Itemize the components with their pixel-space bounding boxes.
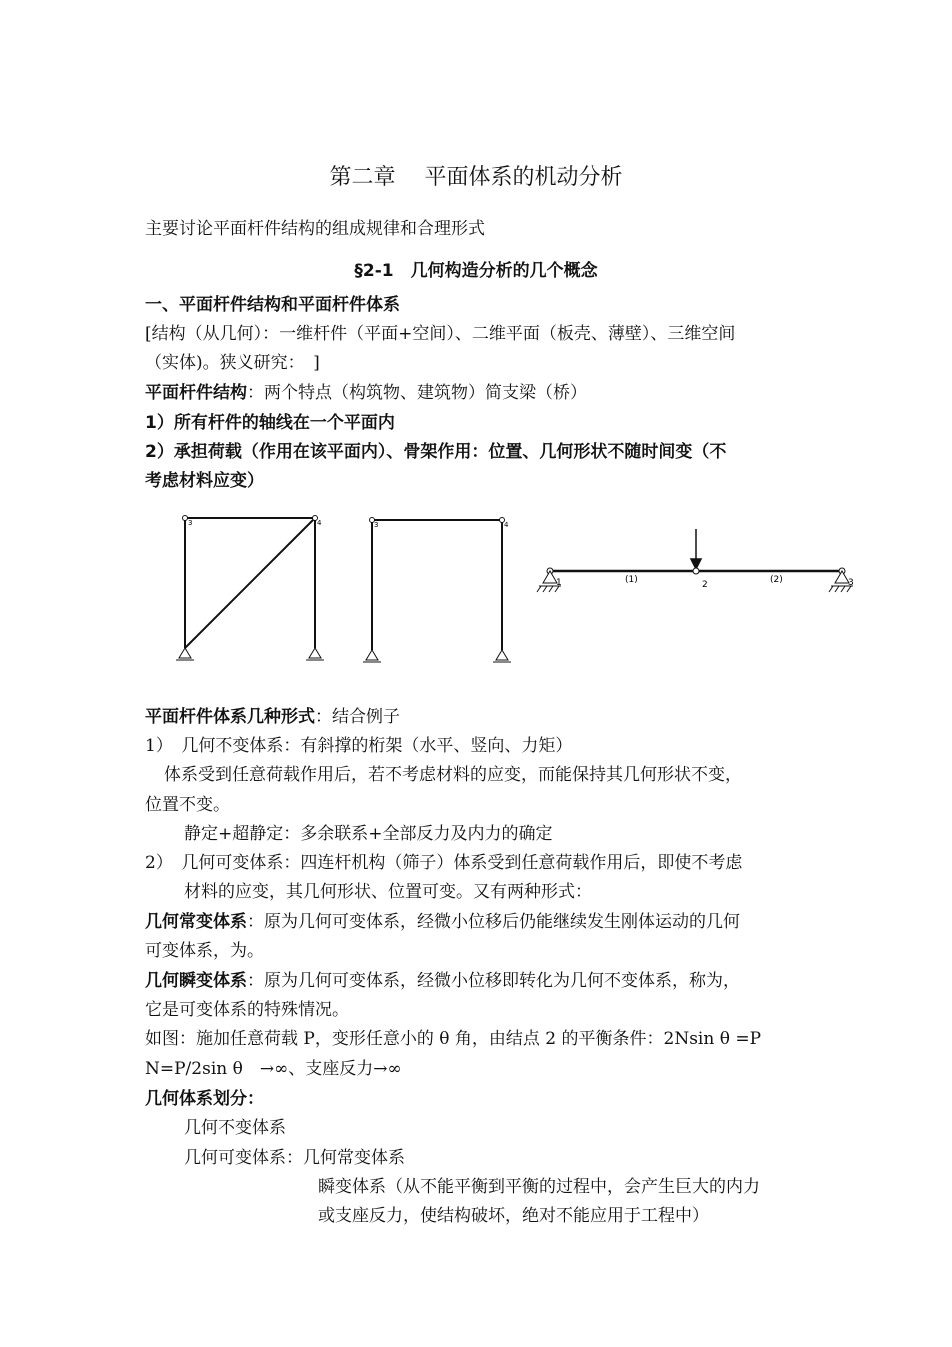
item-1-desc-2: 位置不变。 xyxy=(145,795,230,815)
instant-text: ：原为几何可变体系，经微小位移即转化为几何不变体系，称为， xyxy=(247,971,740,991)
constant-system-line-2: 可变体系，为。 xyxy=(145,941,264,961)
instant-label: 几何瞬变体系 xyxy=(145,971,247,991)
instant-system-line-1 xyxy=(145,970,740,992)
section-heading: §2-1 几何构造分析的几个概念 xyxy=(354,261,598,281)
constant-label: 几何常变体系 xyxy=(145,912,247,932)
unbraced-frame-figure xyxy=(360,508,520,668)
frame2-node-4: 4 xyxy=(504,521,509,529)
forms-heading xyxy=(145,706,400,728)
item-1-note: 静定+超静定：多余联系+全部反力及内力的确定 xyxy=(184,824,553,844)
constant-system-line-1 xyxy=(145,911,740,933)
bracket-line-1: [结构（从几何）：一维杆件（平面+空间）、二维平面（板壳、薄壁）、三维空间 xyxy=(145,324,736,344)
beam-node-3: 3 xyxy=(848,578,854,588)
class-variable xyxy=(184,1147,405,1169)
classification-heading: 几何体系划分： xyxy=(145,1089,264,1109)
beam-segment-1: (1) xyxy=(625,575,638,585)
structure-text: ：两个特点（构筑物、建筑物）简支梁（桥） xyxy=(247,383,587,403)
frame1-node-4: 4 xyxy=(317,519,322,527)
figure-note-2: N=P/2sin θ →∞、支座反力→∞ xyxy=(145,1059,402,1079)
beam-segment-2: (2) xyxy=(770,575,783,585)
class-instant-line-1: 瞬变体系（从不能平衡到平衡的过程中，会产生巨大的内力 xyxy=(318,1177,760,1197)
subsection-heading: 一、平面杆件结构和平面杆件体系 xyxy=(145,295,400,315)
frame1-node-3: 3 xyxy=(188,519,193,527)
forms-text: ：结合例子 xyxy=(315,707,400,727)
bracket-line-2: （实体)。狭义研究： ] xyxy=(145,353,320,373)
point-2-line-2: 考虑材料应变） xyxy=(145,471,264,491)
point-2-line-1: 2）承担荷载（作用在该平面内）、骨架作用：位置、几何形状不随时间变（不 xyxy=(145,442,727,462)
instant-system-line-2: 它是可变体系的特殊情况。 xyxy=(145,1000,349,1020)
beam-figure xyxy=(530,525,865,605)
item-1-desc-1: 体系受到任意荷载作用后，若不考虑材料的应变，而能保持其几何形状不变， xyxy=(164,765,742,785)
item-2-line-1: 2） 几何可变体系：四连杆机构（筛子）体系受到任意荷载作用后，即使不考虑 xyxy=(145,853,743,873)
braced-frame-figure xyxy=(170,508,330,668)
class-constant: 几何常变体系 xyxy=(303,1148,405,1168)
structure-label: 平面杆件结构 xyxy=(145,383,247,403)
class-instant-line-2: 或支座反力，使结构破坏，绝对不能应用于工程中） xyxy=(318,1206,709,1226)
constant-text: ：原为几何可变体系，经微小位移后仍能继续发生刚体运动的几何 xyxy=(247,912,740,932)
forms-label: 平面杆件体系几种形式 xyxy=(145,707,315,727)
structure-definition xyxy=(145,382,587,404)
item-2-line-2: 材料的应变，其几何形状、位置可变。又有两种形式： xyxy=(184,882,592,902)
figure-note-1: 如图：施加任意荷载 P，变形任意小的 θ 角，由结点 2 的平衡条件：2Nsin θ =P xyxy=(145,1029,762,1049)
chapter-title: 第二章 平面体系的机动分析 xyxy=(329,165,623,190)
beam-node-2: 2 xyxy=(702,580,708,590)
point-1: 1）所有杆件的轴线在一个平面内 xyxy=(145,413,395,433)
class-invariant: 几何不变体系 xyxy=(184,1118,286,1138)
item-1: 1） 几何不变体系：有斜撑的桁架（水平、竖向、力矩） xyxy=(145,736,573,756)
intro-text: 主要讨论平面杆件结构的组成规律和合理形式 xyxy=(145,219,485,239)
frame2-node-3: 3 xyxy=(374,521,379,529)
class-variable-prefix: 几何可变体系： xyxy=(184,1148,303,1168)
beam-node-1: 1 xyxy=(556,578,562,588)
